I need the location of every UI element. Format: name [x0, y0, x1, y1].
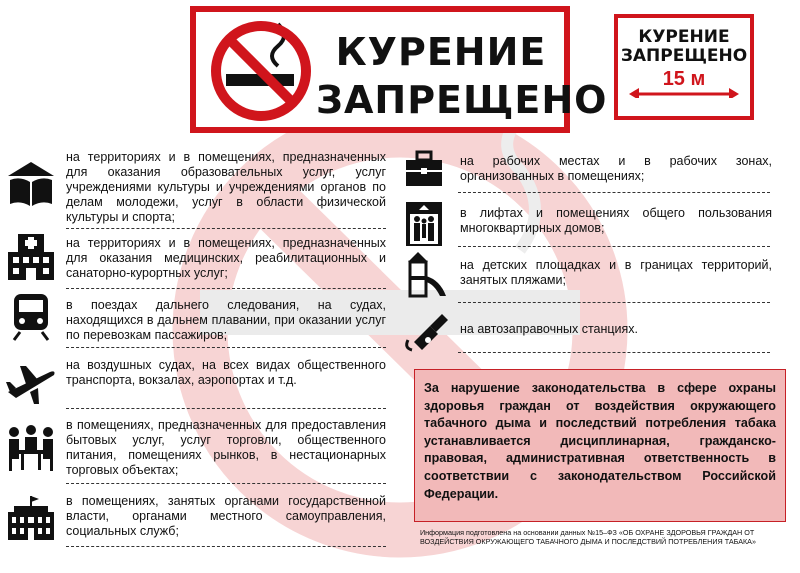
main-title-line2: ЗАПРЕЩЕНО	[316, 78, 608, 122]
fuel-nozzle-icon	[404, 306, 452, 354]
list-item: в помещениях, предназначенных для предоставления бытовых услуг, услуг торговли, общественного питания, помещениях рынков, в нестационарных торговых объектах;	[6, 414, 391, 484]
no-smoking-icon	[208, 18, 314, 124]
distance-text: 15 м	[662, 68, 706, 90]
penalty-notice: За нарушение законодательства в сфере охраны здоровья граждан от воздействия окружающего табачного дыма и последствий потребления табака устанавливается дисциплинарная, гражданско-правовая, административная ответственность в соответствии с законодательством Российской Федерации.	[414, 369, 786, 522]
main-title-line1: КУРЕНИЕ	[335, 30, 547, 74]
main-no-smoking-sign	[190, 6, 608, 133]
government-building-icon	[6, 494, 56, 544]
list-item: в лифтах и помещениях общего пользования многоквартирных домов;	[404, 202, 784, 246]
hospital-icon	[6, 232, 56, 282]
list-item: на детских площадках и в границах территорий, занятых пляжами;	[404, 252, 784, 298]
source-footnote: Информация подготовлена на основании данных №15–ФЗ «ОБ ОХРАНЕ ЗДОРОВЬЯ ГРАЖДАН ОТ ВОЗДЕЙСТВИЯ ОКРУЖАЮЩЕГО ТАБАЧНОГО ДЫМА И ПОСЛЕДСТВИЙ ПОТРЕБЛЕНИЯ ТАБАКА»	[420, 528, 756, 546]
briefcase-icon	[404, 150, 444, 190]
list-item: на территориях и в помещениях, предназначенных для оказания образовательных услуг, услуг учреждениями культуры и учреждениями органов по делам молодежи, услуг в области физической культуры и спорта;	[6, 150, 391, 225]
list-item: в помещениях, занятых органами государственной власти, органами местного самоуправления, социальных служб;	[6, 490, 391, 550]
list-item: на территориях и в помещениях, предназначенных для оказания медицинских, реабилитационных и санаторно-курортных услуг;	[6, 232, 391, 287]
airplane-icon	[6, 358, 56, 408]
distance-sign-line1: КУРЕНИЕ	[638, 27, 730, 47]
playground-icon	[404, 252, 452, 298]
list-item: в поездах дальнего следования, на судах, находящихся в дальнем плавании, при оказании услуг по перевозкам пассажиров;	[6, 292, 391, 347]
elevator-icon	[404, 202, 444, 246]
list-item: на воздушных судах, на всех видах общественного транспорта, вокзалах, аэропортах и т.д.	[6, 354, 391, 409]
service-people-icon	[6, 424, 56, 474]
education-book-icon	[6, 160, 56, 210]
list-item: на автозаправочных станциях.	[404, 306, 784, 354]
distance-sign	[614, 14, 754, 120]
list-item: на рабочих местах и в рабочих зонах, организованных в помещениях;	[404, 150, 784, 190]
train-icon	[10, 292, 52, 342]
distance-sign-line2: ЗАПРЕЩЕНО	[620, 46, 748, 66]
distance-value	[629, 68, 739, 98]
